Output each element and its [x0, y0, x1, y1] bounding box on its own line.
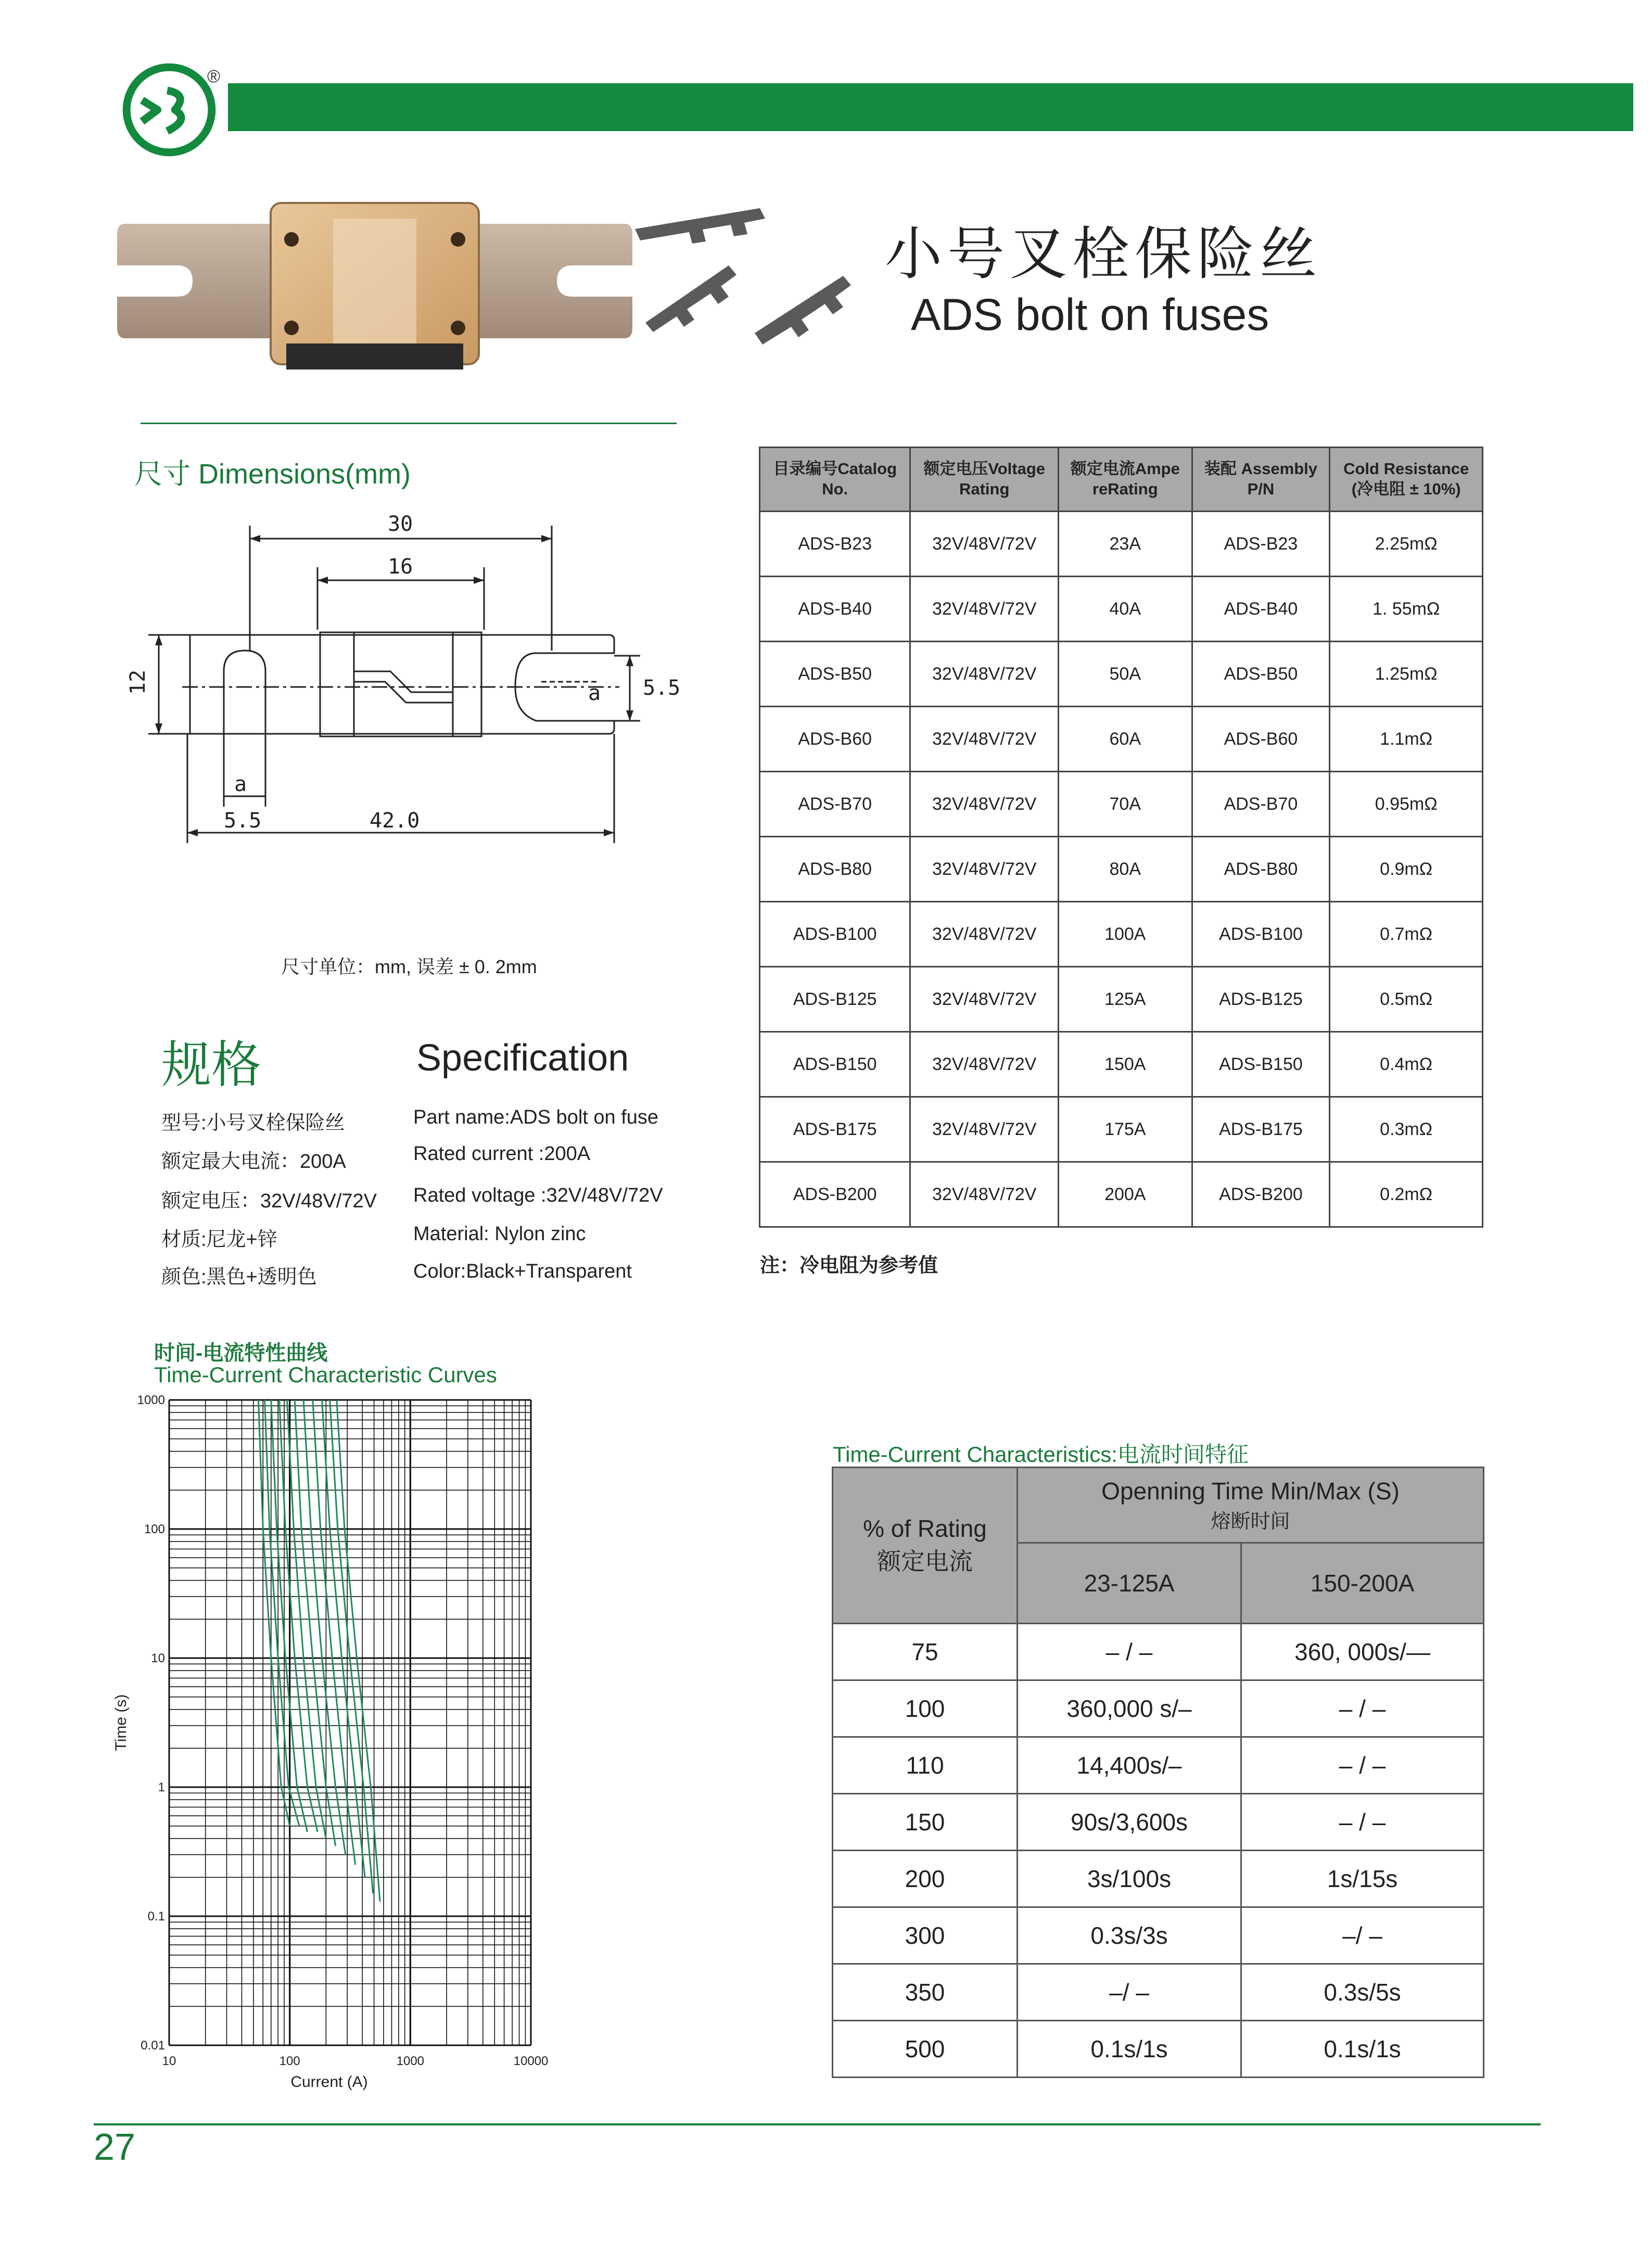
curves-title-cn: 时间-电流特性曲线: [154, 1342, 328, 1365]
table-cell: 125A: [1059, 967, 1192, 1032]
time-current-chart: [104, 1384, 573, 2113]
table-cell: 75: [833, 1624, 1018, 1680]
table-cell: ADS-B100: [1192, 902, 1330, 967]
table-cell: 0.7mΩ: [1330, 902, 1483, 967]
title-english: ADS bolt on fuses: [911, 290, 1269, 340]
table-row: [760, 837, 1483, 902]
dim-label-42: 42.0: [370, 809, 420, 833]
table-cell: ADS-B80: [1192, 837, 1330, 902]
table-cell: ADS-B150: [760, 1032, 910, 1097]
table-cell: 200A: [1059, 1162, 1192, 1227]
dim-label-a-right: a: [588, 681, 601, 705]
catalog-header-cell: 额定电流Ampe reRating: [1059, 448, 1192, 512]
page-number: 27: [94, 2126, 136, 2168]
table-cell: 0.9mΩ: [1330, 837, 1483, 902]
tc-table: [832, 1467, 1484, 2078]
table-cell: ADS-B50: [1192, 642, 1330, 707]
header-bar: [228, 83, 1633, 131]
dim-label-12: 12: [126, 669, 150, 695]
table-cell: 32V/48V/72V: [910, 1032, 1059, 1097]
fuse-spacer-parts-icon: [625, 198, 874, 370]
table-row: [760, 1097, 1483, 1162]
y-tick-label: 1000: [137, 1393, 165, 1407]
catalog-table: [759, 447, 1483, 1228]
table-cell: 32V/48V/72V: [910, 1162, 1059, 1227]
registered-mark: ®: [207, 67, 221, 86]
table-row: [833, 1907, 1484, 1964]
table-cell: 1.1mΩ: [1330, 707, 1483, 772]
table-row: [760, 772, 1483, 837]
table-cell: – / –: [1241, 1680, 1484, 1737]
table-cell: 80A: [1059, 837, 1192, 902]
table-cell: ADS-B40: [760, 577, 910, 642]
table-cell: 0.1s/1s: [1241, 2021, 1484, 2078]
table-cell: 150: [833, 1794, 1018, 1851]
table-row: [760, 512, 1483, 577]
footer-rule: [94, 2123, 1541, 2125]
table-cell: 175A: [1059, 1097, 1192, 1162]
table-cell: 0.3s/5s: [1241, 1964, 1484, 2021]
table-cell: ADS-B60: [1192, 707, 1330, 772]
catalog-header-cell: 装配 Assembly P/N: [1192, 448, 1330, 512]
table-row: [833, 1680, 1484, 1737]
table-cell: 100A: [1059, 902, 1192, 967]
table-cell: ADS-B150: [1192, 1032, 1330, 1097]
table-row: [760, 707, 1483, 772]
spec-row: 材质:尼龙+锌: [161, 1229, 277, 1251]
table-cell: 350: [833, 1964, 1018, 2021]
table-cell: 60A: [1059, 707, 1192, 772]
table-cell: – / –: [1018, 1624, 1241, 1680]
table-cell: 0.2mΩ: [1330, 1162, 1483, 1227]
table-row: [760, 642, 1483, 707]
table-cell: 70A: [1059, 772, 1192, 837]
dimension-drawing: [126, 512, 718, 880]
tc-header-rating: % of Rating 额定电流: [833, 1468, 1018, 1624]
table-cell: ADS-B70: [1192, 772, 1330, 837]
table-cell: 1. 55mΩ: [1330, 577, 1483, 642]
spec-heading-en: Specification: [416, 1037, 629, 1079]
table-cell: 360,000 s/–: [1018, 1680, 1241, 1737]
spec-row: Rated current :200A: [413, 1143, 591, 1165]
table-cell: 32V/48V/72V: [910, 512, 1059, 577]
y-tick-label: 1: [158, 1780, 165, 1794]
table-cell: 32V/48V/72V: [910, 837, 1059, 902]
table-cell: 1s/15s: [1241, 1851, 1484, 1907]
y-axis-label: Time (s): [112, 1694, 130, 1751]
table-cell: 1.25mΩ: [1330, 642, 1483, 707]
y-tick-label: 10: [151, 1651, 165, 1665]
table-cell: 0.5mΩ: [1330, 967, 1483, 1032]
table-cell: 0.3mΩ: [1330, 1097, 1483, 1162]
table-cell: 2.25mΩ: [1330, 512, 1483, 577]
catalog-header-cell: 目录编号Catalog No.: [760, 448, 910, 512]
table-cell: 32V/48V/72V: [910, 967, 1059, 1032]
table-cell: 32V/48V/72V: [910, 1097, 1059, 1162]
table-cell: ADS-B40: [1192, 577, 1330, 642]
table-row: [833, 1624, 1484, 1680]
table-cell: –/ –: [1018, 1964, 1241, 2021]
table-row: [760, 577, 1483, 642]
table-row: [833, 1964, 1484, 2021]
tc-subheader-cell: 23-125A: [1018, 1543, 1241, 1624]
tc-table-title: Time-Current Characteristics:电流时间特征: [833, 1442, 1249, 1467]
tc-subheader-cell: 150-200A: [1241, 1543, 1484, 1624]
table-row: [833, 1737, 1484, 1794]
x-tick-label: 10: [162, 2054, 176, 2068]
table-row: [833, 1794, 1484, 1851]
table-cell: ADS-B23: [760, 512, 910, 577]
table-cell: ADS-B125: [1192, 967, 1330, 1032]
dimension-unit-note: 尺寸单位：mm, 误差 ± 0. 2mm: [281, 956, 537, 977]
table-cell: ADS-B60: [760, 707, 910, 772]
table-row: [760, 902, 1483, 967]
table-cell: 110: [833, 1737, 1018, 1794]
table-cell: – / –: [1241, 1794, 1484, 1851]
tc-header-group: Openning Time Min/Max (S) 熔断时间: [1018, 1468, 1484, 1543]
table-cell: 32V/48V/72V: [910, 577, 1059, 642]
table-cell: 32V/48V/72V: [910, 707, 1059, 772]
spec-row: Part name:ADS bolt on fuse: [413, 1106, 659, 1128]
title-chinese: 小号叉栓保险丝: [885, 221, 1322, 287]
table-cell: ADS-B100: [760, 902, 910, 967]
table-cell: 50A: [1059, 642, 1192, 707]
table-cell: ADS-B23: [1192, 512, 1330, 577]
tc-header-row: [833, 1468, 1484, 1543]
table-cell: 200: [833, 1851, 1018, 1907]
table-cell: ADS-B175: [1192, 1097, 1330, 1162]
spec-heading-cn: 规格: [161, 1036, 261, 1094]
spec-row: Color:Black+Transparent: [413, 1260, 632, 1282]
catalog-header-cell: Cold Resistance (冷电阻 ± 10%): [1330, 448, 1483, 512]
brand-logo-icon: [121, 61, 221, 158]
table-cell: – / –: [1241, 1737, 1484, 1794]
table-row: [833, 1851, 1484, 1907]
table-cell: ADS-B70: [760, 772, 910, 837]
table-row: [833, 2021, 1484, 2078]
table-cell: ADS-B175: [760, 1097, 910, 1162]
spec-row: 颜色:黑色+透明色: [161, 1266, 317, 1288]
catalog-header-row: [760, 448, 1483, 512]
catalog-header-cell: 额定电压Voltage Rating: [910, 448, 1059, 512]
curve-series-line: [330, 1400, 373, 1893]
spec-row: 额定最大电流：200A: [161, 1151, 346, 1173]
curves-title-en: Time-Current Characteristic Curves: [154, 1362, 497, 1387]
x-axis-label: Current (A): [290, 2073, 368, 2091]
table-cell: 500: [833, 2021, 1018, 2078]
table-cell: –/ –: [1241, 1907, 1484, 1964]
spec-row: 型号:小号叉栓保险丝: [161, 1112, 345, 1134]
table-cell: 0.3s/3s: [1018, 1907, 1241, 1964]
table-cell: 14,400s/–: [1018, 1737, 1241, 1794]
table-cell: 32V/48V/72V: [910, 642, 1059, 707]
x-tick-label: 10000: [513, 2054, 549, 2068]
table-cell: ADS-B80: [760, 837, 910, 902]
table-cell: ADS-B200: [760, 1162, 910, 1227]
table-cell: 32V/48V/72V: [910, 772, 1059, 837]
dim-label-5-5-left: 5.5: [224, 809, 262, 833]
table-cell: 300: [833, 1907, 1018, 1964]
table-cell: 90s/3,600s: [1018, 1794, 1241, 1851]
table-cell: 3s/100s: [1018, 1851, 1241, 1907]
table-cell: 0.95mΩ: [1330, 772, 1483, 837]
y-tick-label: 0.1: [147, 1909, 165, 1923]
table-cell: 32V/48V/72V: [910, 902, 1059, 967]
x-tick-label: 1000: [396, 2054, 425, 2068]
spec-row: 额定电压：32V/48V/72V: [161, 1190, 377, 1212]
dim-label-16: 16: [388, 555, 413, 579]
table-cell: ADS-B50: [760, 642, 910, 707]
table-cell: 360, 000s/—: [1241, 1624, 1484, 1680]
table-cell: 23A: [1059, 512, 1192, 577]
spec-row: Material: Nylon zinc: [413, 1223, 586, 1245]
table-cell: 100: [833, 1680, 1018, 1737]
table-cell: ADS-B125: [760, 967, 910, 1032]
table-row: [760, 1032, 1483, 1097]
spec-row: Rated voltage :32V/48V/72V: [413, 1184, 663, 1206]
dimensions-heading: 尺寸 Dimensions(mm): [134, 458, 411, 490]
y-tick-label: 0.01: [141, 2039, 165, 2053]
x-tick-label: 100: [279, 2054, 300, 2068]
table-cell: 0.1s/1s: [1018, 2021, 1241, 2078]
table-cell: ADS-B200: [1192, 1162, 1330, 1227]
table-row: [760, 1162, 1483, 1227]
table-cell: 40A: [1059, 577, 1192, 642]
table-cell: 0.4mΩ: [1330, 1032, 1483, 1097]
y-tick-label: 100: [144, 1522, 165, 1536]
dim-label-30: 30: [388, 512, 413, 536]
table-row: [760, 967, 1483, 1032]
dimensions-rule: [141, 423, 677, 424]
catalog-note: 注：冷电阻为参考值: [760, 1255, 938, 1277]
fuse-photo-icon: [115, 187, 635, 380]
table-cell: 150A: [1059, 1032, 1192, 1097]
dim-label-a-left: a: [234, 772, 247, 796]
dim-label-5-5-right: 5.5: [643, 676, 681, 700]
